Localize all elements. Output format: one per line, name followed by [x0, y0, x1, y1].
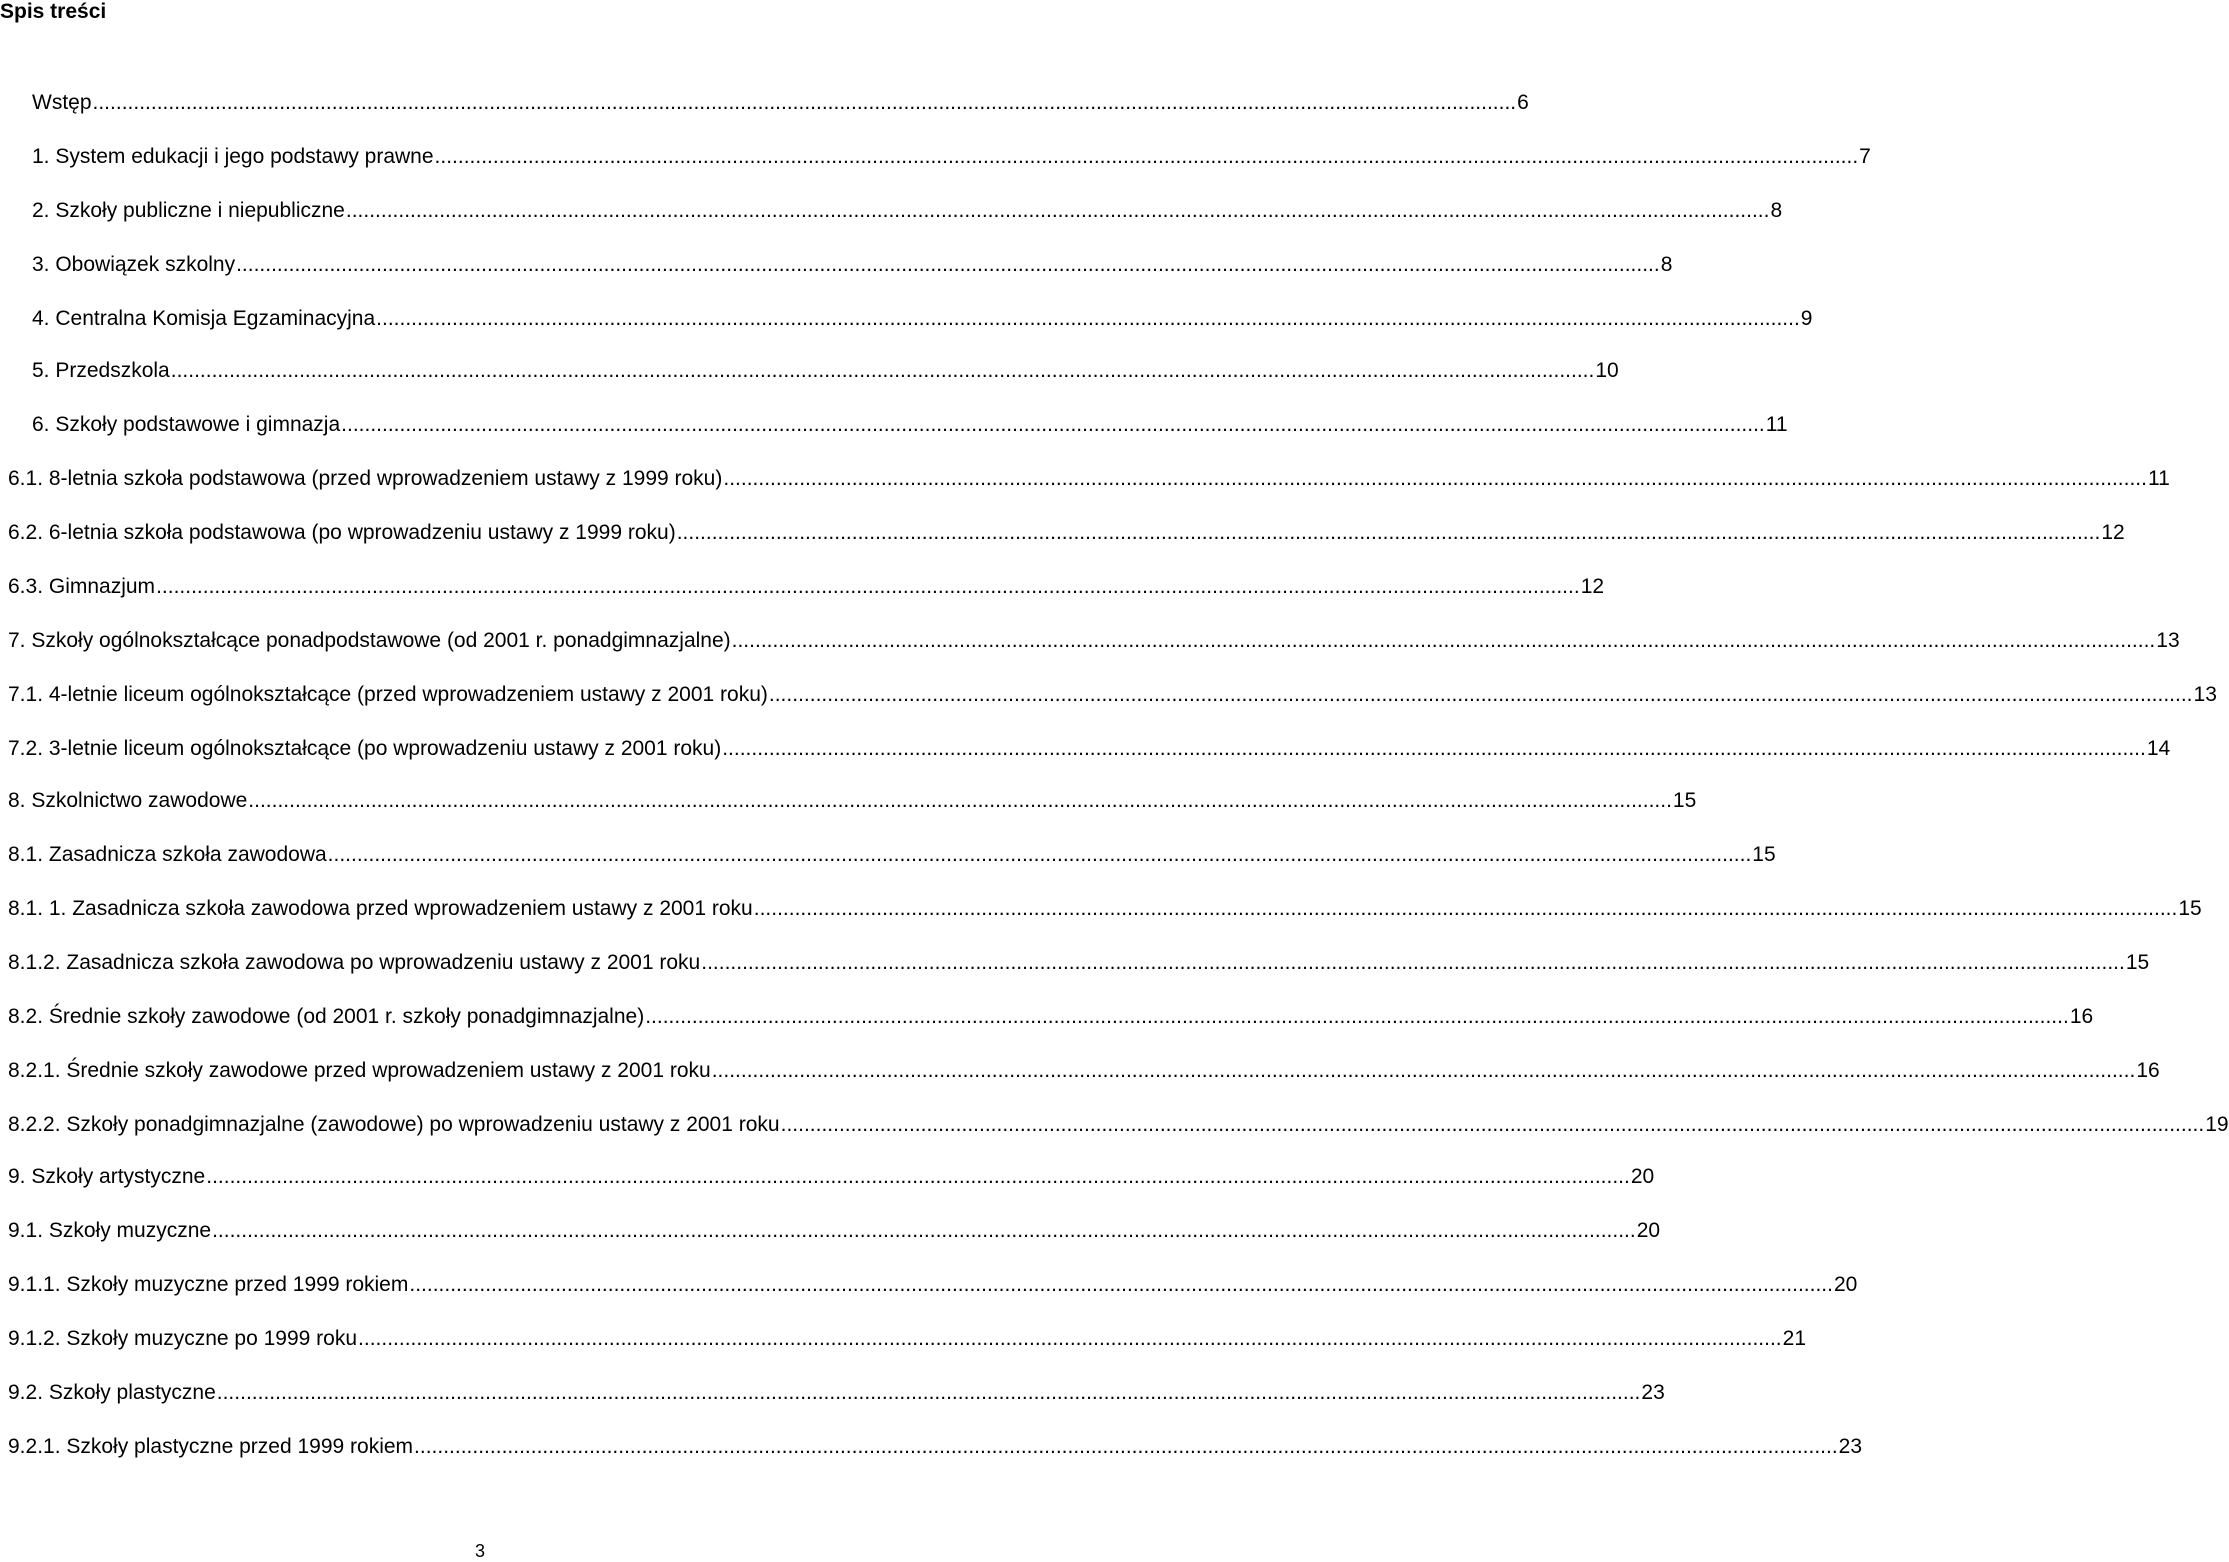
toc-entry-label: 6. Szkoły podstawowe i gimnazja — [32, 413, 341, 436]
toc-entry-label: 8.1.2. Zasadnicza szkoła zawodowa po wprowadzeniu ustawy z 2001 roku — [8, 951, 701, 974]
toc-leader: .................................................................................................................................................................................................................................................... — [768, 683, 2193, 706]
toc-leader: .................................................................................................................................................................................................................................................... — [341, 413, 1765, 436]
toc-entry-label: 2. Szkoły publiczne i niepubliczne — [32, 199, 345, 222]
toc-leader: .................................................................................................................................................................................................................................................... — [434, 145, 1859, 168]
toc-entry[interactable] — [8, 1002, 2094, 1032]
toc-leader: .................................................................................................................................................................................................................................................... — [414, 1435, 1838, 1458]
toc-entry-page: 23 — [1838, 1435, 1863, 1458]
toc-leader: .................................................................................................................................................................................................................................................... — [701, 951, 2125, 974]
toc-leader: .................................................................................................................................................................................................................................................... — [731, 629, 2156, 652]
toc-entry-label: 8.1. Zasadnicza szkoła zawodowa — [8, 843, 327, 866]
toc-entry[interactable] — [8, 518, 2125, 548]
toc-entry-label: 5. Przedszkola — [32, 359, 170, 382]
toc-entry-label: 3. Obowiązek szkolny — [32, 253, 236, 276]
toc-entry[interactable] — [8, 1270, 1858, 1300]
page-number: 3 — [474, 1541, 485, 1561]
toc-entry[interactable] — [8, 1432, 1863, 1462]
toc-entry[interactable] — [8, 464, 2170, 494]
toc-leader: .................................................................................................................................................................................................................................................... — [358, 1327, 1782, 1350]
toc-leader: .................................................................................................................................................................................................................................................... — [327, 843, 1752, 866]
toc-leader: .................................................................................................................................................................................................................................................... — [156, 575, 1580, 598]
toc-entry[interactable] — [8, 1216, 1661, 1246]
toc-entry-label: 9.1.1. Szkoły muzyczne przed 1999 rokiem — [8, 1273, 409, 1296]
toc-entry-page: 15 — [1672, 789, 1697, 812]
toc-entry-label: 8.1. 1. Zasadnicza szkoła zawodowa przed wprowadzeniem ustawy z 2001 roku — [8, 897, 753, 920]
toc-entry[interactable] — [32, 356, 1619, 386]
toc-entry-page: 21 — [1782, 1327, 1807, 1350]
toc-entry-page: 6 — [1517, 91, 1529, 114]
toc-entry-page: 11 — [2147, 467, 2170, 490]
toc-entry-page: 12 — [1580, 575, 1605, 598]
toc-leader: .................................................................................................................................................................................................................................................... — [212, 1219, 1636, 1242]
toc-leader: .................................................................................................................................................................................................................................................... — [248, 789, 1672, 812]
toc-entry[interactable] — [32, 410, 1788, 440]
toc-entry-page: 9 — [1800, 307, 1813, 330]
toc-entry[interactable] — [8, 1110, 2229, 1140]
toc-entry-page: 20 — [1636, 1219, 1661, 1242]
toc-leader: .................................................................................................................................................................................................................................................... — [723, 467, 2147, 490]
toc-entry-label: 8.2.1. Średnie szkoły zawodowe przed wprowadzeniem ustawy z 2001 roku — [8, 1059, 711, 1082]
toc-entry-page: 16 — [2136, 1059, 2160, 1082]
toc-entry-label: 9.2.1. Szkoły plastyczne przed 1999 rokiem — [8, 1435, 414, 1458]
toc-entry-label: Wstęp — [32, 91, 92, 114]
toc-entry[interactable] — [8, 626, 2180, 656]
toc-entry-page: 7 — [1859, 145, 1871, 168]
toc-entry-label: 1. System edukacji i jego podstawy prawne — [32, 145, 434, 168]
toc-entry-label: 9.2. Szkoły plastyczne — [8, 1381, 216, 1404]
toc-entry-label: 9.1. Szkoły muzyczne — [8, 1219, 212, 1242]
toc-leader: .................................................................................................................................................................................................................................................... — [676, 521, 2101, 544]
toc-entry[interactable] — [8, 786, 1697, 816]
toc-entry-page: 8 — [1660, 253, 1673, 276]
toc-entry-page: 10 — [1595, 359, 1619, 382]
toc-entry-page: 15 — [2125, 951, 2150, 974]
toc-title: Spis treści — [0, 0, 107, 23]
toc-entry-label: 8.2. Średnie szkoły zawodowe (od 2001 r. szkoły ponadgimnazjalne) — [8, 1005, 645, 1028]
toc-leader: .................................................................................................................................................................................................................................................... — [345, 199, 1770, 222]
toc-entry-label: 6.2. 6-letnia szkoła podstawowa (po wprowadzeniu ustawy z 1999 roku) — [8, 521, 676, 544]
toc-leader: .................................................................................................................................................................................................................................................... — [711, 1059, 2136, 1082]
toc-entry[interactable] — [8, 840, 1776, 870]
toc-entry-page: 15 — [1752, 843, 1776, 866]
toc-entry[interactable] — [8, 1056, 2160, 1086]
toc-leader: .................................................................................................................................................................................................................................................... — [170, 359, 1595, 382]
toc-entry[interactable] — [32, 250, 1673, 280]
toc-leader: .................................................................................................................................................................................................................................................... — [409, 1273, 1833, 1296]
toc-entry[interactable] — [32, 196, 1783, 226]
toc-entry[interactable] — [8, 894, 2202, 924]
toc-leader: .................................................................................................................................................................................................................................................... — [645, 1005, 2069, 1028]
toc-entry-page: 20 — [1630, 1165, 1655, 1188]
toc-entry-page: 8 — [1770, 199, 1783, 222]
toc-entry[interactable] — [8, 948, 2150, 978]
toc-entry-label: 6.1. 8-letnia szkoła podstawowa (przed wprowadzeniem ustawy z 1999 roku) — [8, 467, 723, 490]
toc-entry-page: 14 — [2146, 737, 2171, 760]
toc-entry-label: 7.1. 4-letnie liceum ogólnokształcące (przed wprowadzeniem ustawy z 2001 roku) — [8, 683, 768, 706]
toc-entry-page: 23 — [1641, 1381, 1665, 1404]
toc-entry-page: 13 — [2156, 629, 2180, 652]
toc-entry-label: 6.3. Gimnazjum — [8, 575, 156, 598]
toc-entry[interactable] — [32, 142, 1871, 172]
toc-entry-label: 9.1.2. Szkoły muzyczne po 1999 roku — [8, 1327, 358, 1350]
toc-entry-page: 20 — [1833, 1273, 1858, 1296]
toc-leader: .................................................................................................................................................................................................................................................... — [216, 1381, 1641, 1404]
toc-leader: .................................................................................................................................................................................................................................................... — [780, 1113, 2205, 1136]
toc-entry[interactable] — [8, 572, 1605, 602]
toc-entry[interactable] — [8, 680, 2217, 710]
toc-entry[interactable] — [8, 734, 2171, 764]
toc-leader: .................................................................................................................................................................................................................................................... — [753, 897, 2178, 920]
toc-entry-label: 7.2. 3-letnie liceum ogólnokształcące (po wprowadzeniu ustawy z 2001 roku) — [8, 737, 722, 760]
toc-entry[interactable] — [8, 1324, 1807, 1354]
toc-entry[interactable] — [8, 1378, 1665, 1408]
toc-entry[interactable] — [8, 1162, 1655, 1192]
toc-entry-label: 4. Centralna Komisja Egzaminacyjna — [32, 307, 376, 330]
toc-entry-page: 16 — [2069, 1005, 2094, 1028]
toc-entry-page: 15 — [2178, 897, 2202, 920]
toc-entry-label: 9. Szkoły artystyczne — [8, 1165, 206, 1188]
toc-entry-label: 8.2.2. Szkoły ponadgimnazjalne (zawodowe) po wprowadzeniu ustawy z 2001 roku — [8, 1113, 780, 1136]
toc-leader: .................................................................................................................................................................................................................................................... — [236, 253, 1660, 276]
toc-entry-page: 11 — [1765, 413, 1788, 436]
toc-entry-page: 13 — [2193, 683, 2217, 706]
toc-entry-page: 12 — [2101, 521, 2125, 544]
toc-leader: .................................................................................................................................................................................................................................................... — [92, 91, 1517, 114]
toc-entry-label: 7. Szkoły ogólnokształcące ponadpodstawowe (od 2001 r. ponadgimnazjalne) — [8, 629, 731, 652]
toc-entry[interactable] — [32, 304, 1813, 334]
toc-entry-label: 8. Szkolnictwo zawodowe — [8, 789, 248, 812]
toc-leader: .................................................................................................................................................................................................................................................... — [722, 737, 2146, 760]
toc-leader: .................................................................................................................................................................................................................................................... — [206, 1165, 1630, 1188]
toc-entry[interactable] — [32, 88, 1529, 118]
toc-leader: .................................................................................................................................................................................................................................................... — [376, 307, 1800, 330]
toc-entry-page: 19 — [2205, 1113, 2229, 1136]
